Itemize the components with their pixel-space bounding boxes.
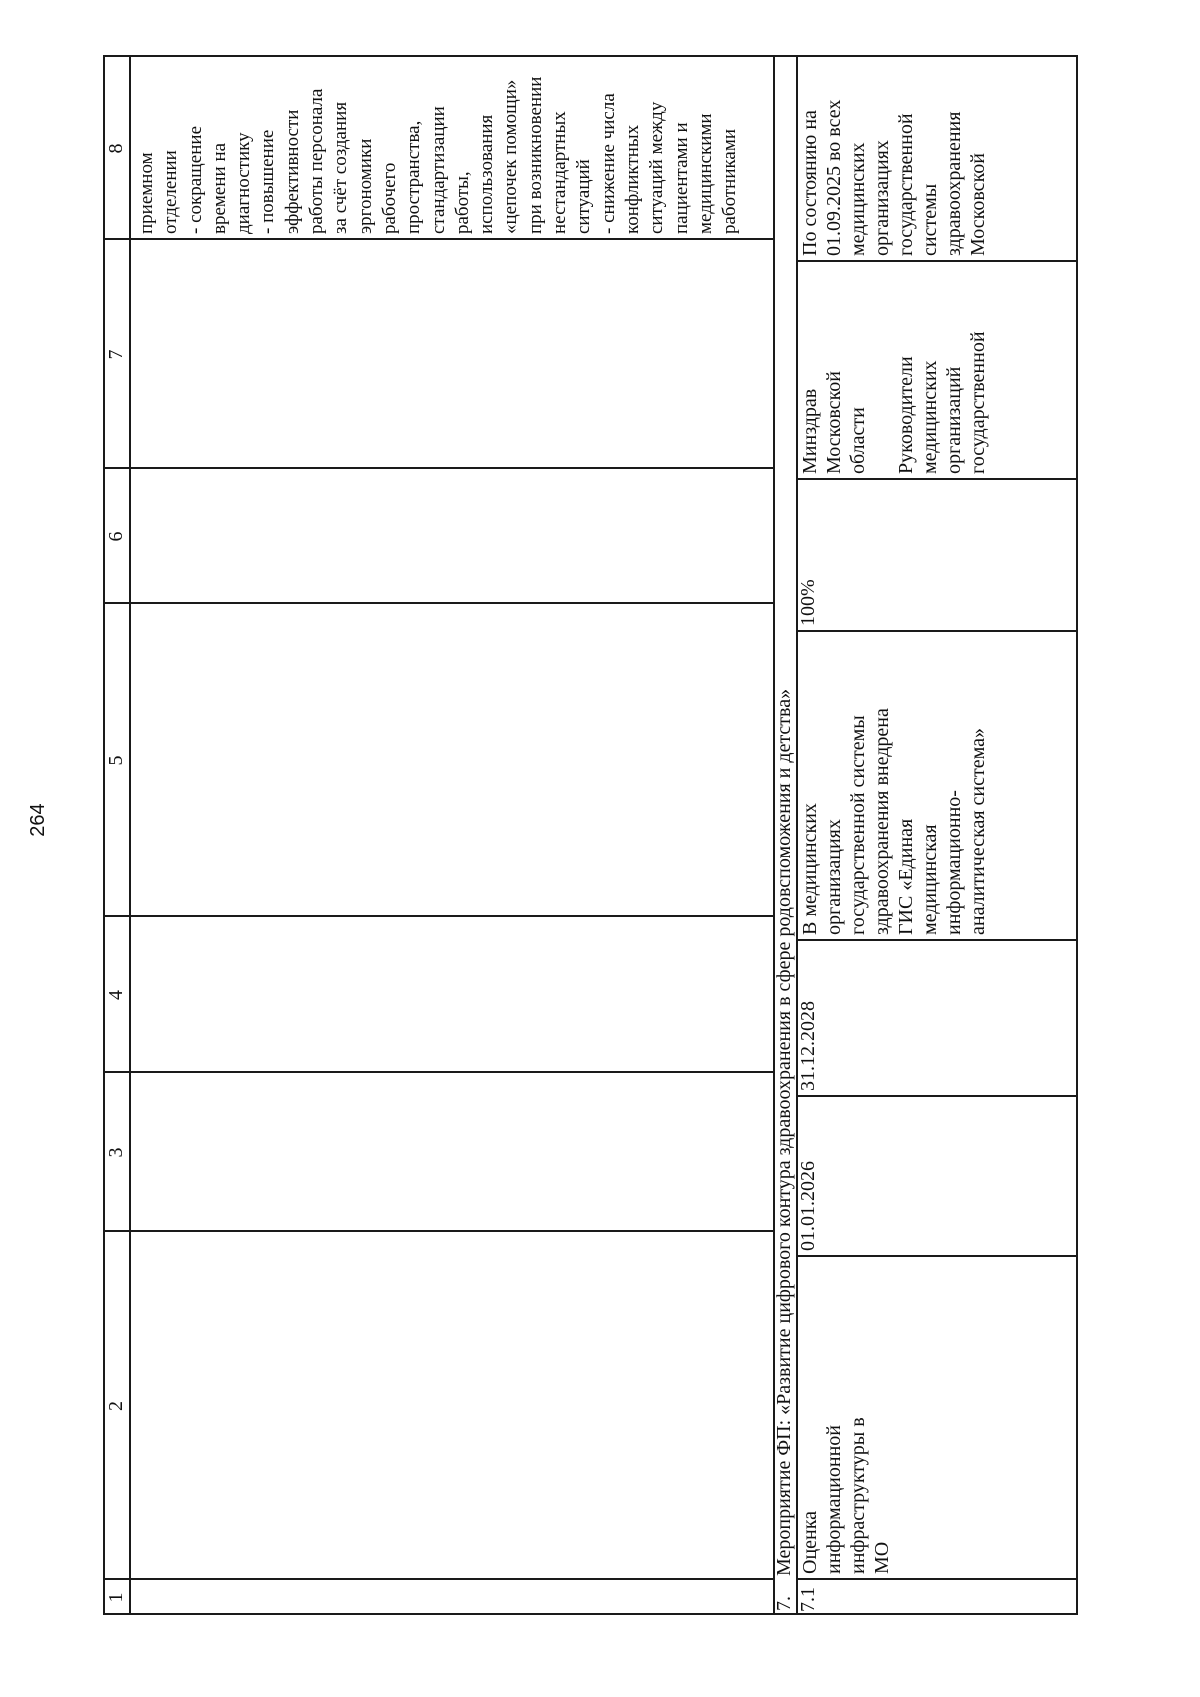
header-col-8: 8	[105, 143, 127, 154]
section-number: 7.	[773, 1596, 795, 1611]
section-title: Мероприятие ФП: «Развитие цифрового контура здравоохранения в сфере родовспоможения и детства»	[773, 688, 795, 1576]
header-col-3: 3	[105, 1147, 127, 1158]
col-divider-3	[103, 1072, 773, 1074]
header-col-5: 5	[105, 755, 127, 766]
row-7-1-number: 7.1	[797, 1587, 819, 1612]
row-7-1-status: По состоянию на 01.09.2025 во всех медицинских организациях государственной системы здравоохранения Московской	[799, 99, 989, 256]
continuation-table	[103, 55, 1078, 1615]
row-7-1-expected-result: В медицинских организациях государственной системы здравоохранения внедрена ГИС «Единая медицинская информационно- аналитическая система»	[799, 708, 989, 935]
table-border-bottom	[1076, 55, 1078, 1615]
header-col-1: 1	[105, 1592, 127, 1603]
page-number: 264	[27, 803, 49, 837]
header-col-4: 4	[105, 990, 127, 1000]
col-divider-1	[103, 1579, 773, 1581]
row-7-1-start-date: 01.01.2026	[797, 1161, 819, 1251]
col-divider-2	[103, 1231, 773, 1233]
header-row-divider	[129, 55, 131, 1615]
header-col-2: 2	[105, 1401, 127, 1411]
continuation-col-8-text: приемном отделении - сокращение времени на диагностику - повышение эффективности работы персонала за счёт создания эргономики рабочего пространства, стандартизации работы, использования «цепочек помощи» при возникновении нестандартных ситуаций - снижение числа конфликтных ситуаций между пациентами и медицинскими работниками	[136, 76, 741, 234]
col-divider-6	[103, 468, 773, 470]
row-7-1-indicator-value: 100%	[797, 579, 819, 626]
row-7-1-responsible: Минздрав Московской области Руководители медицинских организаций государственной	[799, 331, 989, 474]
row-7-1-end-date: 31.12.2028	[797, 1001, 819, 1091]
row-7-1-description: Оценка информационной инфраструктуры в МО	[799, 1417, 893, 1574]
col-divider-5	[103, 603, 773, 605]
header-col-6: 6	[105, 531, 127, 542]
header-col-7: 7	[105, 349, 127, 360]
col-divider-4	[103, 916, 773, 918]
